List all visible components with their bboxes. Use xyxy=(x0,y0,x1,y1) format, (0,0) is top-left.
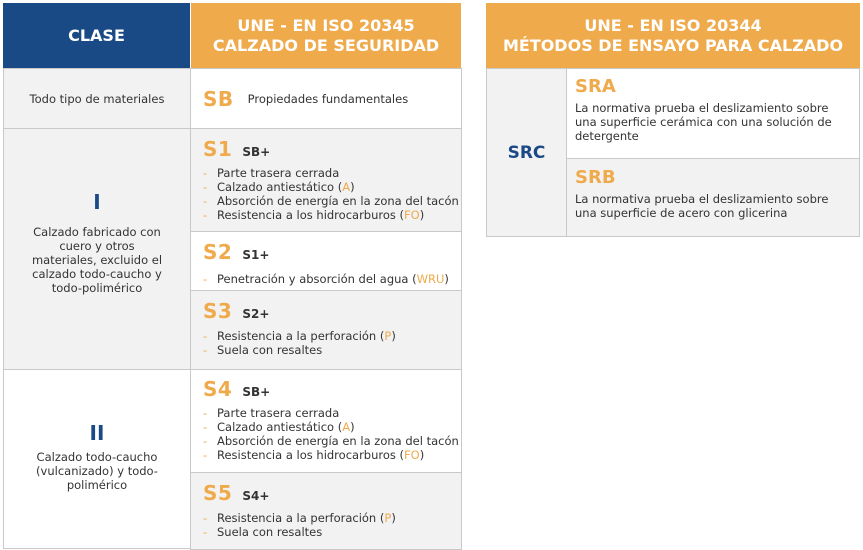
s5-list xyxy=(203,511,461,539)
sb-code: SB xyxy=(203,86,234,111)
s5-cell xyxy=(190,472,462,550)
row-all-sb-cell xyxy=(190,68,462,129)
list-item: - Absorción de energía en la zona del tacón xyxy=(203,434,461,448)
row-all-label-cell xyxy=(3,68,191,129)
s3-heading xyxy=(203,299,461,323)
s5-code: S5 xyxy=(203,481,233,505)
s2-cell xyxy=(190,231,462,291)
s4-cell xyxy=(190,369,462,473)
class-ii-desc: Calzado todo-caucho (vulcanizado) y todo-polimérico xyxy=(36,450,158,492)
s1-sub: SB+ xyxy=(242,145,271,159)
row-all-label: Todo tipo de materiales xyxy=(29,91,165,106)
src-cell xyxy=(486,68,567,237)
s1-code: S1 xyxy=(203,137,233,161)
list-item: - Penetración y absorción del agua (WRU) xyxy=(203,272,461,286)
srb-text: La normativa prueba el deslizamiento sobre una superficie de acero con glicerina xyxy=(575,192,829,220)
list-item: - Suela con resaltes xyxy=(203,525,461,539)
list-item: - Resistencia a los hidrocarburos (FO) xyxy=(203,448,461,462)
s2-code: S2 xyxy=(203,240,233,264)
list-item: - Resistencia a la perforación (P) xyxy=(203,511,461,525)
class-ii-cell xyxy=(3,369,191,549)
s2-list xyxy=(203,272,461,286)
srb-code: SRB xyxy=(575,167,616,188)
s5-sub: S4+ xyxy=(242,489,270,503)
class-ii-roman: II xyxy=(89,421,105,445)
header-calzado-seguridad xyxy=(191,3,461,68)
src-code: SRC xyxy=(507,142,546,163)
class-i-desc: Calzado fabricado con cuero y otros materiales, excluido el calzado todo-caucho y todo-polimérico xyxy=(31,225,163,295)
s3-list xyxy=(203,329,461,357)
header-title-line2: CALZADO DE SEGURIDAD xyxy=(212,35,440,55)
right-header-line2: MÉTODOS DE ENSAYO PARA CALZADO xyxy=(502,35,844,55)
list-item: - Resistencia a los hidrocarburos (FO) xyxy=(203,208,461,222)
s4-code: S4 xyxy=(203,377,233,401)
list-item: - Parte trasera cerrada xyxy=(203,166,461,180)
s4-list xyxy=(203,406,461,462)
list-item: - Absorción de energía en la zona del tacón xyxy=(203,194,461,208)
sra-text: La normativa prueba el deslizamiento sobre una superficie cerámica con una solución de detergente xyxy=(575,101,832,143)
s2-heading xyxy=(203,240,461,264)
s3-sub: S2+ xyxy=(242,307,270,321)
s4-sub: SB+ xyxy=(242,385,271,399)
header-metodos-ensayo xyxy=(486,3,860,68)
sb-text: Propiedades fundamentales xyxy=(247,91,409,106)
header-clase xyxy=(3,3,190,68)
right-header-line1: UNE - EN ISO 20344 xyxy=(584,16,762,36)
list-item: - Parte trasera cerrada xyxy=(203,406,461,420)
list-item: - Suela con resaltes xyxy=(203,343,461,357)
s2-sub: S1+ xyxy=(242,248,270,262)
list-item: - Calzado antiestático (A) xyxy=(203,420,461,434)
s3-code: S3 xyxy=(203,299,233,323)
list-item: - Calzado antiestático (A) xyxy=(203,180,461,194)
header-clase-label: CLASE xyxy=(68,26,125,45)
sra-cell xyxy=(566,68,860,159)
s3-cell xyxy=(190,290,462,370)
s4-heading xyxy=(203,377,461,401)
s1-list xyxy=(203,166,461,222)
class-i-cell xyxy=(3,128,191,370)
list-item: - Resistencia a la perforación (P) xyxy=(203,329,461,343)
header-title-line1: UNE - EN ISO 20345 xyxy=(237,16,415,36)
srb-cell xyxy=(566,158,860,237)
s5-heading xyxy=(203,481,461,505)
s1-cell xyxy=(190,128,462,232)
class-i-roman: I xyxy=(93,190,101,214)
s1-heading xyxy=(203,137,461,161)
sra-code: SRA xyxy=(575,76,616,97)
